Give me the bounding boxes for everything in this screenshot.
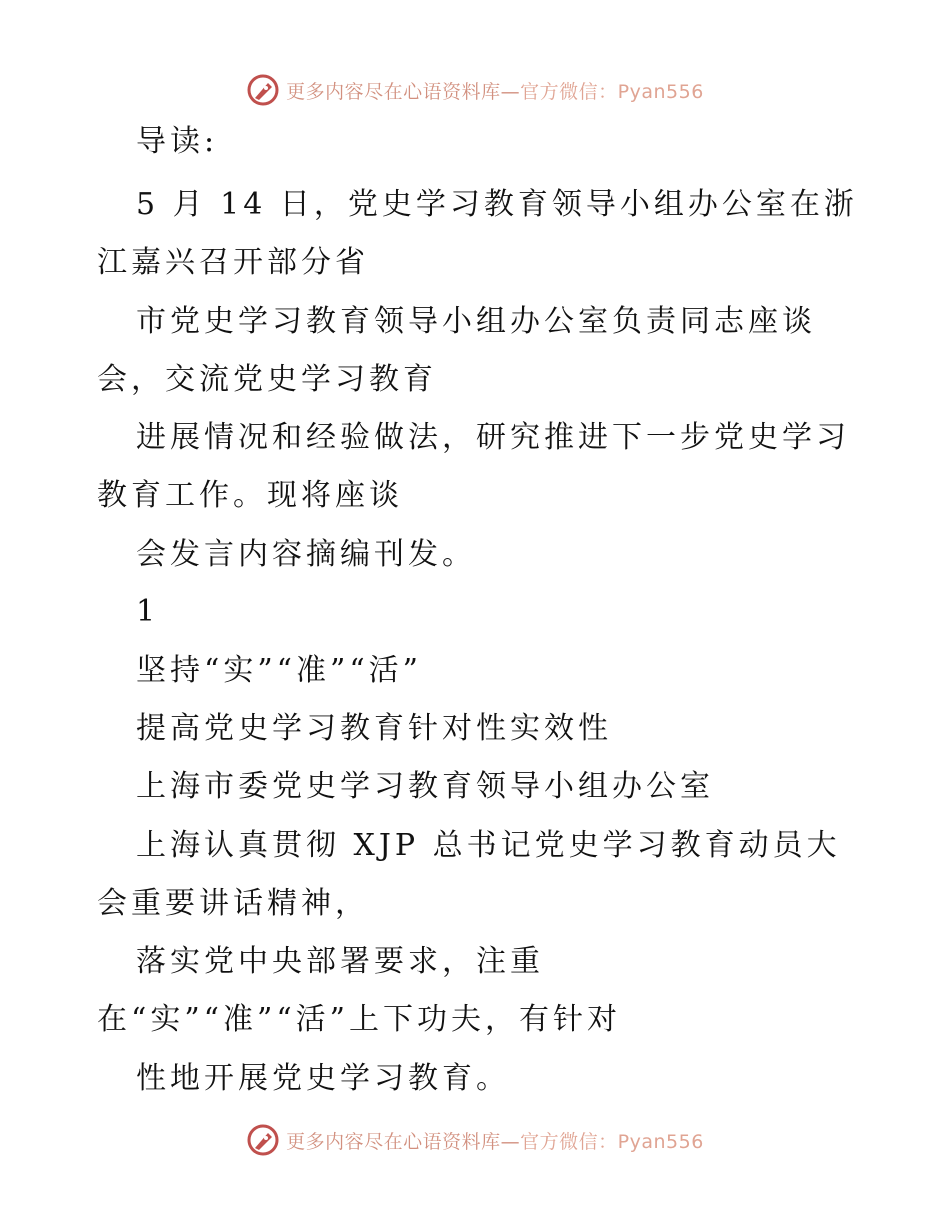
text-line: 落实党中央部署要求，注重 — [136, 944, 544, 979]
section-heading: 提高党史学习教育针对性实效性 — [136, 711, 612, 746]
text-line: 性地开展党史学习教育。 — [136, 1061, 510, 1096]
section-heading: 坚持“实”“准”“活” — [136, 653, 423, 688]
text-line: 会重要讲话精神， — [97, 886, 369, 921]
author-line: 上海市委党史学习教育领导小组办公室 — [136, 769, 714, 804]
text-line: 进展情况和经验做法，研究推进下一步党史学习 — [136, 420, 850, 455]
text-line: 江嘉兴召开部分省 — [97, 245, 369, 280]
text-line: 上海认真贯彻 XJP 总书记党史学习教育动员大 — [136, 828, 841, 863]
watermark-text: 更多内容尽在心语资料库—官方微信：Pyan556 — [286, 80, 704, 103]
footer-watermark — [0, 1120, 950, 1160]
text-line: 会，交流党史学习教育 — [97, 362, 437, 397]
header-watermark — [0, 70, 950, 110]
text-line: 在“实”“准”“活”上下功夫，有针对 — [97, 1002, 622, 1037]
pen-nib-logo-icon — [246, 73, 280, 107]
text-line: 会发言内容摘编刊发。 — [136, 537, 476, 572]
text-line: 1 — [136, 594, 160, 629]
text-line: 市党史学习教育领导小组办公室负责同志座谈 — [136, 304, 816, 339]
pen-nib-logo-icon — [246, 1123, 280, 1157]
watermark-text: 更多内容尽在心语资料库—官方微信：Pyan556 — [286, 1130, 704, 1153]
text-line: 教育工作。现将座谈 — [97, 478, 403, 513]
text-line: 导读: — [136, 124, 219, 159]
text-line: 5 月 14 日，党史学习教育领导小组办公室在浙 — [136, 187, 858, 222]
